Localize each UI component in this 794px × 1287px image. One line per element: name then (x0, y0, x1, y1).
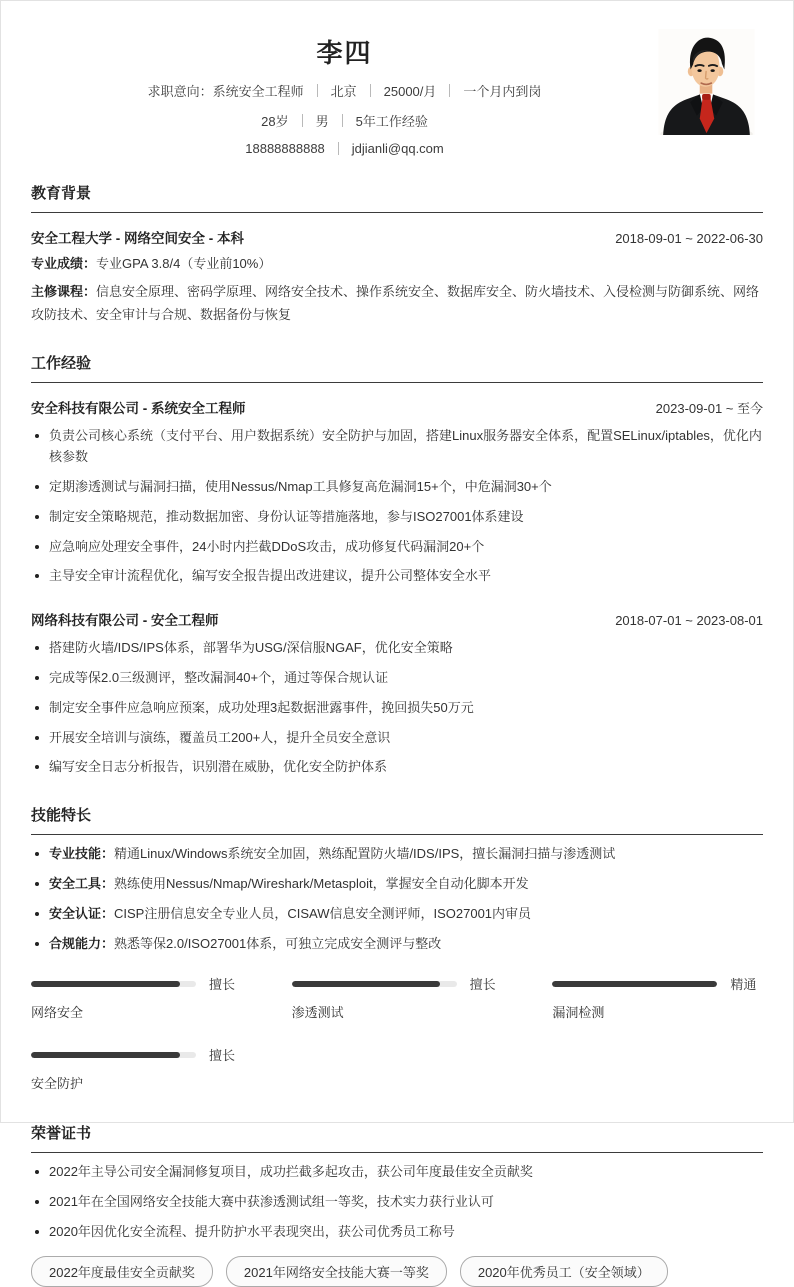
bullet-item: 应急响应处理安全事件，24小时内拦截DDoS攻击，成功修复代码漏洞20+个 (31, 537, 763, 558)
bullet-item: 完成等保2.0三级测评，整改漏洞40+个，通过等保合规认证 (31, 668, 763, 689)
skills-list (31, 844, 763, 954)
header-info (31, 29, 658, 156)
skill-bar-fill (31, 981, 180, 987)
skill-label: 安全认证： (49, 905, 115, 921)
separator (449, 84, 450, 97)
company-and-role: 网络科技有限公司 - 安全工程师 (31, 613, 219, 629)
separator (338, 142, 339, 155)
resume-header (31, 1, 763, 156)
job-intent: 求职意向：系统安全工程师 (147, 84, 304, 99)
city: 北京 (330, 84, 357, 99)
courses-label: 主修课程： (31, 284, 97, 300)
skill-bar-row (31, 974, 242, 993)
bullet-item: 制定安全事件应急响应预案，成功处理3起数据泄露事件，挽回损失50万元 (31, 698, 763, 719)
skill-bar-fill (552, 981, 717, 987)
skill-bar (552, 974, 763, 1021)
job-entry-head (31, 397, 763, 417)
skill-bar-track (552, 981, 717, 987)
skill-bar (31, 974, 242, 1021)
gpa-line (31, 252, 763, 275)
personal-info-row (31, 111, 658, 130)
skill-level-label: 精通 (730, 977, 757, 993)
separator (302, 114, 303, 127)
availability: 一个月内到岗 (463, 84, 542, 99)
skill-bar (292, 974, 503, 1021)
education-entry-head (31, 227, 763, 247)
section-experience (31, 352, 763, 778)
section-title-skills: 技能特长 (31, 804, 763, 835)
email-address: jdjianli@qq.com (351, 141, 444, 156)
skill-item (31, 844, 763, 865)
skill-bar-name: 网络安全 (31, 1005, 84, 1021)
skill-bar-fill (31, 1052, 180, 1058)
education-entry (31, 227, 763, 326)
skill-bars-grid (31, 974, 763, 1092)
skill-item (31, 874, 763, 895)
skill-level-label: 擅长 (209, 977, 236, 993)
separator (342, 114, 343, 127)
job-bullet-list (31, 426, 763, 587)
honor-badge: 2022年度最佳安全贡献奖 (31, 1256, 213, 1287)
separator (370, 84, 371, 97)
section-title-experience: 工作经验 (31, 352, 763, 383)
job-period: 2018-07-01 ~ 2023-08-01 (615, 613, 763, 629)
skill-bar-track (292, 981, 457, 987)
candidate-name: 李四 (316, 38, 373, 68)
skill-text: 熟练使用Nessus/Nmap/Wireshark/Metasploit，掌握安全自动化脚本开发 (114, 875, 529, 891)
honor-badge: 2021年网络安全技能大赛一等奖 (226, 1256, 447, 1287)
skill-bar-name: 漏洞检测 (552, 1005, 605, 1021)
honors-list (31, 1162, 763, 1242)
resume-page (1, 1, 793, 1287)
skill-item (31, 934, 763, 955)
skill-text: 熟悉等保2.0/ISO27001体系，可独立完成安全测评与整改 (114, 935, 442, 951)
school-major-degree: 安全工程大学 - 网络空间安全 - 本科 (31, 231, 244, 246)
skill-bar-row (31, 1045, 242, 1064)
skill-bar-row (292, 974, 503, 993)
section-title-honors: 荣誉证书 (31, 1122, 763, 1153)
honor-badge: 2020年优秀员工（安全领域） (460, 1256, 668, 1287)
skill-text: CISP注册信息安全专业人员，CISAW信息安全测评师，ISO27001内审员 (114, 905, 532, 921)
profile-photo (658, 29, 755, 135)
skill-text: 精通Linux/Windows系统安全加固，熟练配置防火墙/IDS/IPS，擅长漏洞扫描与渗透测试 (114, 846, 616, 862)
skill-bar-track (31, 981, 196, 987)
skill-bar-name: 渗透测试 (291, 1005, 344, 1021)
courses-value: 信息安全原理、密码学原理、网络安全技术、操作系统安全、数据库安全、防火墙技术、入侵检测与防御系统、网络攻防技术、安全审计与合规、数据备份与恢复 (31, 284, 760, 323)
honor-item: 2020年因优化安全流程、提升防护水平表现突出，获公司优秀员工称号 (31, 1222, 763, 1243)
skill-bar-fill (292, 981, 441, 987)
skill-bar-track (31, 1052, 196, 1058)
gpa-value: 专业GPA 3.8/4（专业前10%） (96, 256, 272, 271)
bullet-item: 定期渗透测试与漏洞扫描，使用Nessus/Nmap工具修复高危漏洞15+个，中危漏洞30+个 (31, 477, 763, 498)
years-of-experience: 5年工作经验 (355, 114, 428, 129)
skill-bar (31, 1045, 242, 1092)
job-entry (31, 609, 763, 778)
section-skills (31, 804, 763, 1092)
company-and-role: 安全科技有限公司 - 系统安全工程师 (31, 401, 246, 417)
skill-bar-name: 安全防护 (31, 1076, 84, 1092)
phone-number: 18888888888 (245, 141, 325, 156)
job-period: 2023-09-01 ~ 至今 (655, 401, 763, 417)
bullet-item: 搭建防火墙/IDS/IPS体系，部署华为USG/深信服NGAF，优化安全策略 (31, 638, 763, 659)
honor-item: 2021年在全国网络安全技能大赛中获渗透测试组一等奖，技术实力获行业认可 (31, 1192, 763, 1213)
expected-salary: 25000/月 (383, 84, 437, 99)
job-entry (31, 397, 763, 587)
skill-item (31, 904, 763, 925)
job-entry-head (31, 609, 763, 629)
section-honors (31, 1122, 763, 1286)
gender: 男 (315, 114, 329, 129)
bullet-item: 主导安全审计流程优化，编写安全报告提出改进建议，提升公司整体安全水平 (31, 566, 763, 587)
bullet-item: 负责公司核心系统（支付平台、用户数据系统）安全防护与加固，搭建Linux服务器安全体系，配置SELinux/iptables，优化内核参数 (31, 426, 763, 468)
skill-label: 专业技能： (49, 846, 115, 862)
skill-label: 合规能力： (49, 935, 115, 951)
male-avatar-illustration (658, 29, 755, 135)
skill-level-label: 擅长 (469, 977, 496, 993)
section-title-education: 教育背景 (31, 182, 763, 213)
age: 28岁 (261, 114, 289, 129)
bullet-item: 制定安全策略规范，推动数据加密、身份认证等措施落地，参与ISO27001体系建设 (31, 507, 763, 528)
honor-item: 2022年主导公司安全漏洞修复项目，成功拦截多起攻击，获公司年度最佳安全贡献奖 (31, 1162, 763, 1183)
job-intent-row (31, 81, 658, 100)
skill-bar-row (552, 974, 763, 993)
section-education (31, 182, 763, 326)
bullet-item: 编写安全日志分析报告，识别潜在威胁，优化安全防护体系 (31, 757, 763, 778)
separator (317, 84, 318, 97)
skill-label: 安全工具： (49, 875, 115, 891)
skill-level-label: 擅长 (209, 1048, 236, 1064)
bullet-item: 开展安全培训与演练，覆盖员工200+人，提升全员安全意识 (31, 728, 763, 749)
honor-badges (31, 1256, 763, 1287)
education-period: 2018-09-01 ~ 2022-06-30 (615, 231, 763, 246)
courses-line (31, 280, 763, 326)
gpa-label: 专业成绩： (31, 256, 97, 271)
job-bullet-list (31, 638, 763, 778)
contact-row (31, 141, 658, 156)
